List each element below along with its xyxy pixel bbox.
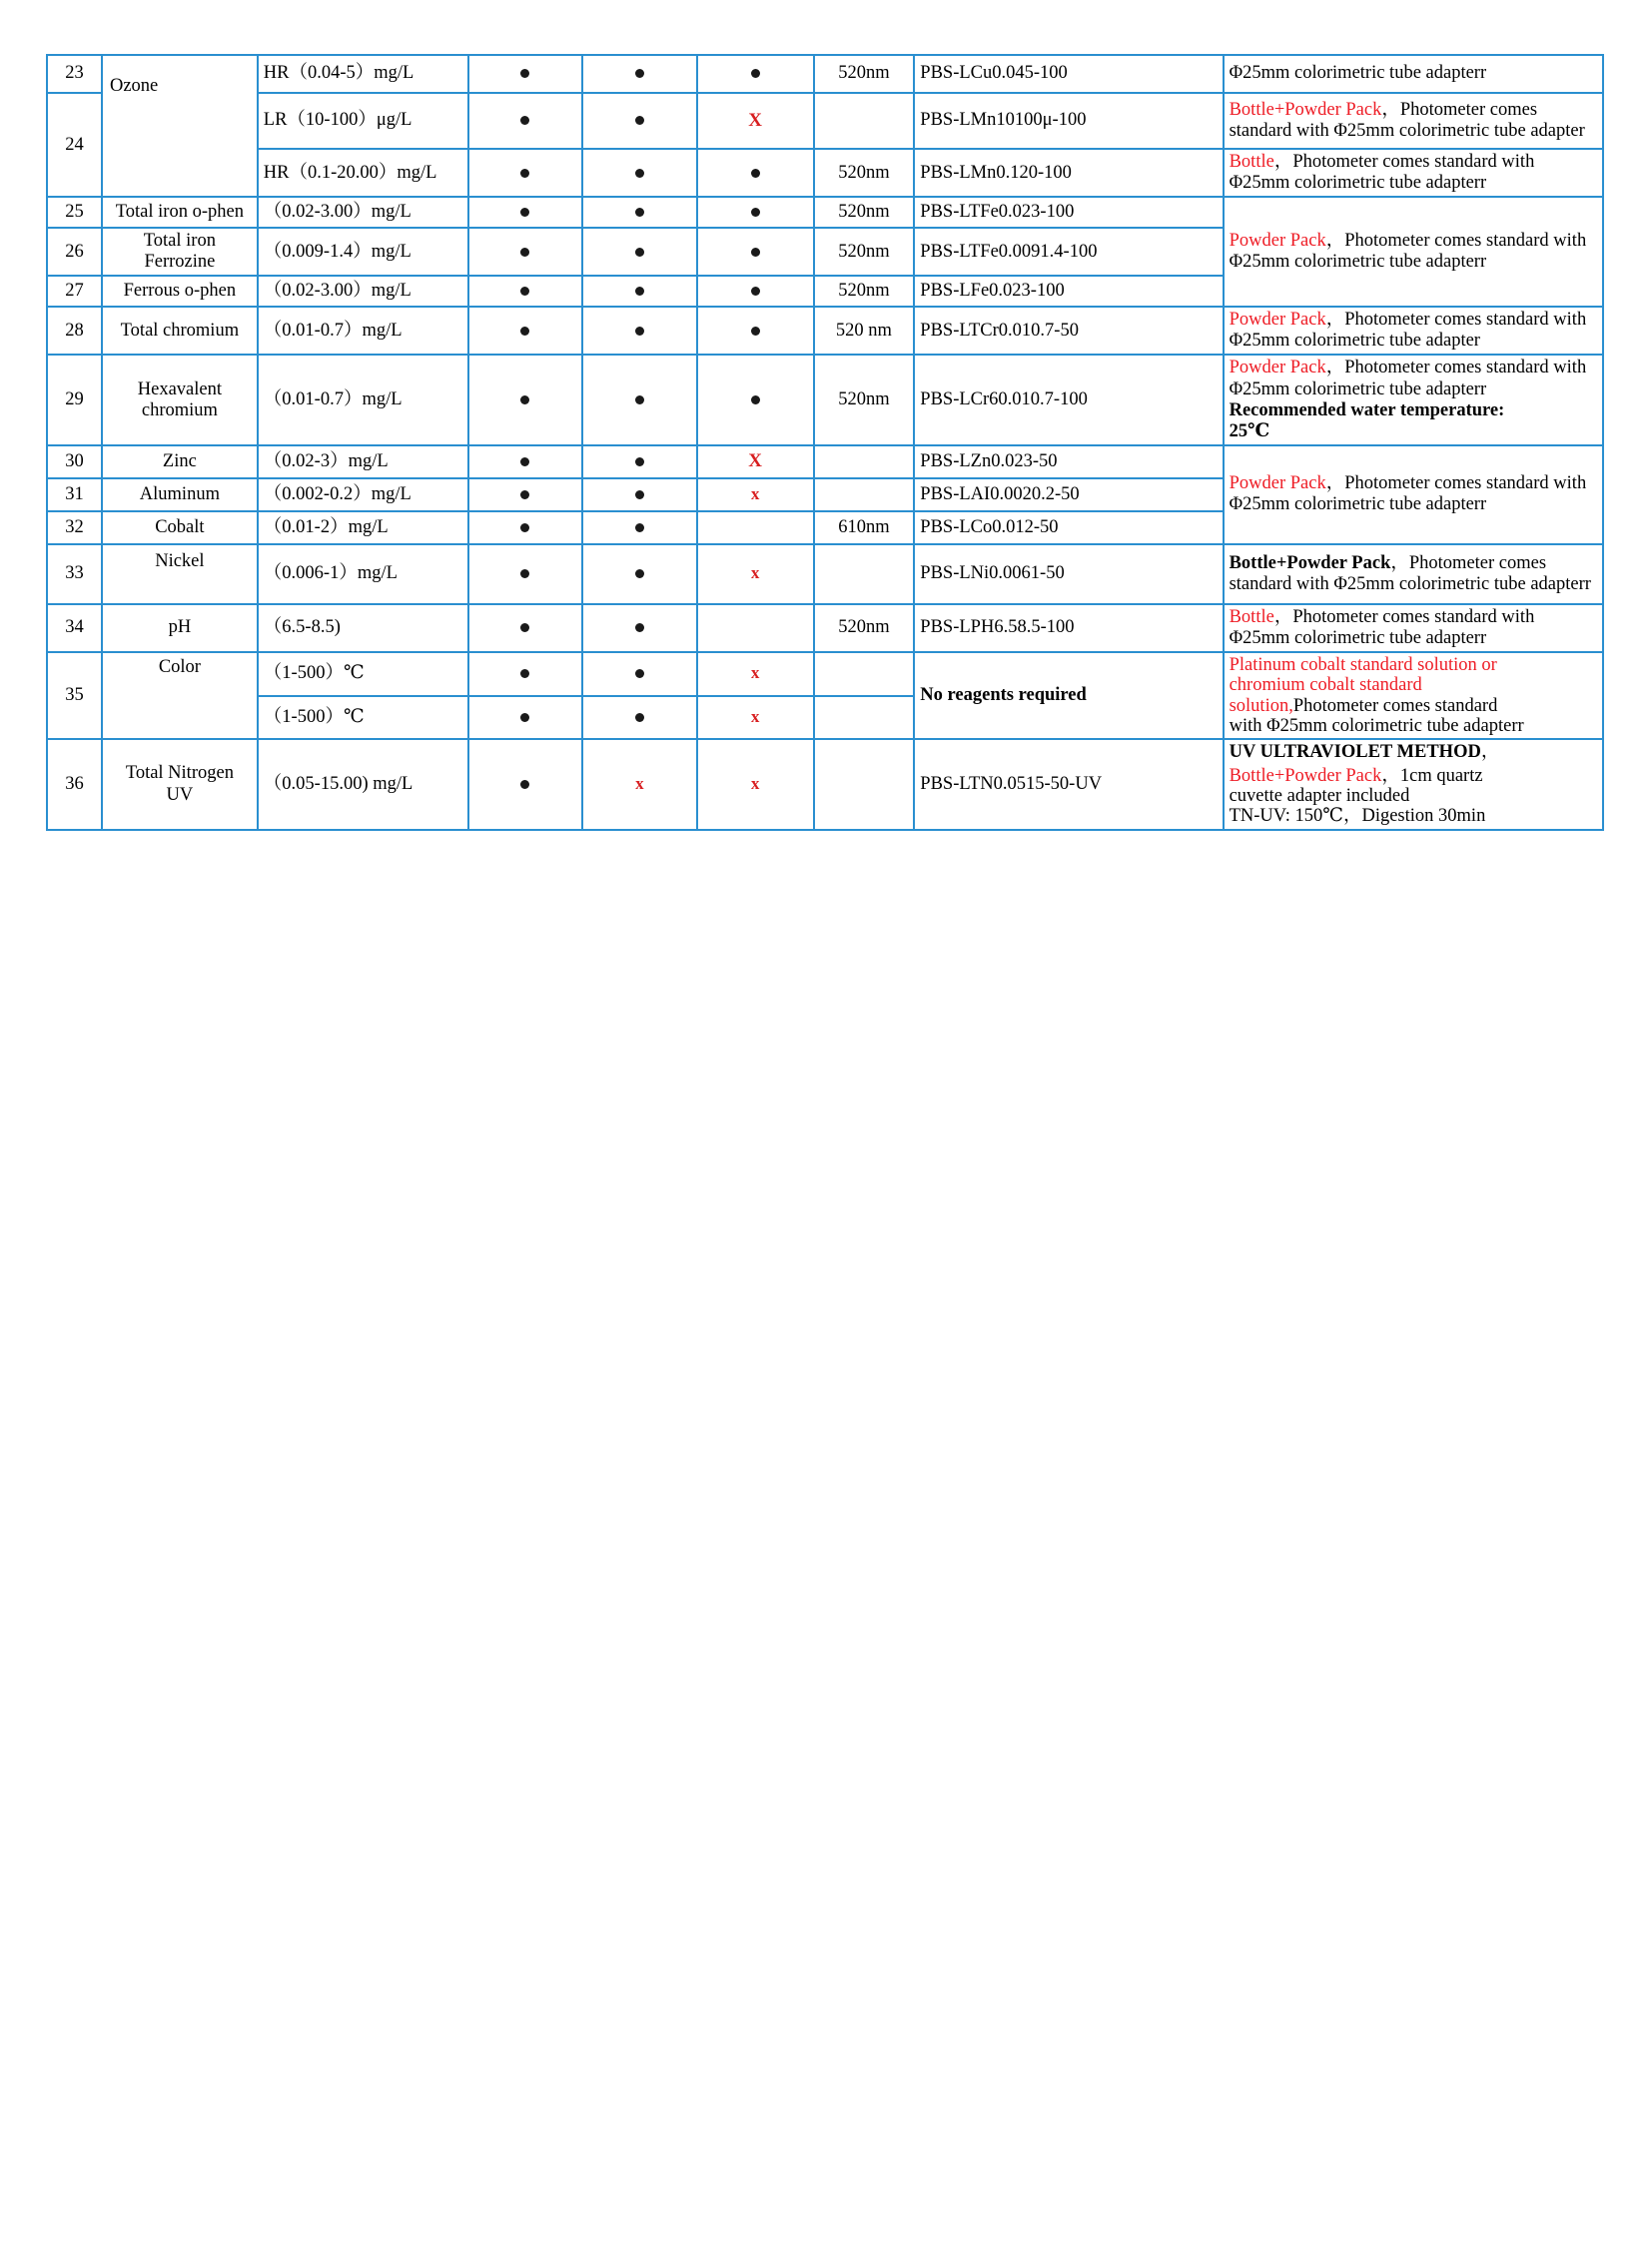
wavelength [814,739,915,829]
dot-icon [635,490,644,499]
dot-icon [520,395,529,404]
dot-icon [520,116,529,125]
dot-icon [635,116,644,125]
reagent-code: PBS-LNi0.0061-50 [914,544,1223,604]
dot-icon [520,713,529,722]
remarks-metals-group [1224,445,1603,544]
table-row [47,652,1603,696]
parameter-line-1: Hexavalent [137,378,222,399]
parameter-name: Total iron o-phen [102,197,258,228]
method-3-mark [697,355,814,444]
method-2-mark [582,228,697,276]
dot-icon [635,327,644,336]
remarks-text: ，Photometer comes standard with Φ25mm colorimetric tube adapterr [1229,231,1587,273]
dot-icon [751,208,760,217]
row-number: 29 [47,355,102,444]
wavelength [814,478,915,511]
method-1-mark [468,276,583,307]
measuring-range: HR（0.1-20.00）mg/L [258,149,468,197]
wavelength: 520nm [814,55,915,93]
remarks-highlight: Powder Pack [1229,310,1326,331]
reagent-code: PBS-LPH6.58.5-100 [914,604,1223,652]
dot-icon [635,523,644,532]
table-row [47,197,1603,228]
parameter-name [102,739,258,829]
dot-icon [520,490,529,499]
wavelength [814,544,915,604]
remarks-text-3: TN-UV: 150℃，Digestion 30min [1229,806,1486,827]
reagent-code: PBS-LTFe0.0091.4-100 [914,228,1223,276]
remarks [1224,604,1603,652]
method-3-mark [697,511,814,544]
method-3-mark [697,228,814,276]
measuring-range: （0.002-0.2）mg/L [258,478,468,511]
row-number: 35 [47,652,102,739]
method-1-mark [468,478,583,511]
measuring-range: （1-500）℃ [258,696,468,740]
wavelength: 520nm [814,228,915,276]
method-3-mark [697,652,814,696]
table-row [47,544,1603,604]
wavelength [814,93,915,149]
dot-icon [635,457,644,466]
dot-icon [520,569,529,578]
method-1-mark [468,307,583,355]
remarks-text: ，Photometer comes standard with Φ25mm colorimetric tube adapterr [1229,606,1535,648]
cross-icon: x [750,773,760,793]
wavelength: 520nm [814,149,915,197]
reagent-code: PBS-LCr60.010.7-100 [914,355,1223,444]
remarks-chromium-total [1224,307,1603,355]
method-2-mark [582,355,697,444]
dot-icon [751,69,760,78]
dot-icon [635,713,644,722]
row-number: 36 [47,739,102,829]
method-2-mark [582,307,697,355]
remarks-temp-line2: 25℃ [1229,420,1270,441]
measuring-range: HR（0.04-5）mg/L [258,55,468,93]
remarks [1224,93,1603,149]
method-3-mark [697,544,814,604]
method-3-mark [697,696,814,740]
table-row [47,149,1603,197]
wavelength: 610nm [814,511,915,544]
table-row [47,604,1603,652]
method-1-mark [468,228,583,276]
measuring-range: （1-500）℃ [258,652,468,696]
method-2-mark [582,739,697,829]
method-3-mark [697,276,814,307]
dot-icon [751,287,760,296]
remarks [1224,544,1603,604]
reagent-code: PBS-LZn0.023-50 [914,445,1223,478]
method-1-mark [468,652,583,696]
parameter-name: Total chromium [102,307,258,355]
parameter-name: Aluminum [102,478,258,511]
remarks-temp-line1: Recommended water temperature: [1229,399,1505,420]
remarks-text: Φ25mm colorimetric tube adapterr [1229,63,1487,84]
method-2-mark [582,197,697,228]
remarks-highlight: Bottle+Powder Pack [1229,99,1382,120]
remarks-text: ，Photometer comes standard with Φ25mm colorimetric tube adapterr [1229,358,1587,399]
remarks-text: ，Photometer comes standard with Φ25mm colorimetric tube adapter [1229,99,1585,141]
parameter-line-2: chromium [141,399,218,420]
remarks-text-line3: Photometer comes standard [1292,695,1498,716]
method-3-mark [697,93,814,149]
dot-icon [635,208,644,217]
dot-icon [520,523,529,532]
ozone-label: Ozone [109,76,159,96]
method-1-mark [468,445,583,478]
reagent-code: PBS-LAI0.0020.2-50 [914,478,1223,511]
parameter-line-1: Total Nitrogen [125,763,234,784]
method-3-mark [697,739,814,829]
method-1-mark [468,604,583,652]
parameter-name [102,355,258,444]
dot-icon [635,395,644,404]
dot-icon [520,208,529,217]
row-number: 34 [47,604,102,652]
wavelength: 520nm [814,276,915,307]
reagent-code: PBS-LTFe0.023-100 [914,197,1223,228]
dot-icon [635,623,644,632]
dot-icon [520,780,529,789]
remarks-chromium-hexavalent [1224,355,1603,444]
method-2-mark [582,445,697,478]
remarks-title-suffix: ， [1480,742,1500,763]
remarks-highlight: Bottle [1229,606,1274,627]
parameter-name: Cobalt [102,511,258,544]
parameter-name [102,228,258,276]
cross-icon: x [750,663,760,683]
remarks-method-title: UV ULTRAVIOLET METHOD [1229,742,1481,763]
method-2-mark [582,149,697,197]
remarks-highlight-line3: solution, [1229,695,1293,716]
dot-icon [635,287,644,296]
dot-icon [520,327,529,336]
remarks-text-2: cuvette adapter included [1229,786,1410,806]
table-row [47,445,1603,478]
measuring-range: （0.02-3.00）mg/L [258,197,468,228]
cross-icon: x [750,483,760,503]
method-1-mark [468,544,583,604]
wavelength: 520 nm [814,307,915,355]
remarks-text: ，Photometer comes standard with Φ25mm colorimetric tube adapterr [1229,473,1587,515]
row-number: 27 [47,276,102,307]
method-1-mark [468,739,583,829]
remarks-text: ，Photometer comes standard with Φ25mm colorimetric tube adapter [1229,310,1587,352]
method-1-mark [468,355,583,444]
dot-icon [520,623,529,632]
method-3-mark [697,307,814,355]
reagent-code: PBS-LCo0.012-50 [914,511,1223,544]
wavelength [814,696,915,740]
remarks-text: ，Photometer comes standard with Φ25mm colorimetric tube adapterr [1229,552,1591,594]
row-number: 33 [47,544,102,604]
method-2-mark [582,55,697,93]
measuring-range: （0.009-1.4）mg/L [258,228,468,276]
remarks-highlight: Powder Pack [1229,473,1326,494]
table-row [47,307,1603,355]
method-2-mark [582,511,697,544]
measuring-range: （0.01-2）mg/L [258,511,468,544]
dot-icon [520,248,529,257]
method-2-mark [582,652,697,696]
cross-icon: x [635,773,644,793]
method-3-mark [697,55,814,93]
remarks-text: ，Photometer comes standard with Φ25mm colorimetric tube adapterr [1229,152,1535,194]
measuring-range: （6.5-8.5) [258,604,468,652]
parameter-name: pH [102,604,258,652]
remarks-highlight: Powder Pack [1229,231,1326,252]
parameter-label: Color [158,656,201,677]
dot-icon [635,69,644,78]
reagent-code: PBS-LMn0.120-100 [914,149,1223,197]
method-2-mark [582,604,697,652]
remarks-color-group [1224,652,1603,739]
parameter-name-ozone [102,55,258,197]
method-2-mark [582,544,697,604]
method-1-mark [468,511,583,544]
remarks [1224,55,1603,93]
reagent-code: PBS-LTCr0.010.7-50 [914,307,1223,355]
reagent-code: PBS-LFe0.023-100 [914,276,1223,307]
measuring-range: （0.01-0.7）mg/L [258,355,468,444]
dot-icon [520,287,529,296]
table-row [47,93,1603,149]
parameter-name: Zinc [102,445,258,478]
remarks-highlight-line1: Platinum cobalt standard solution or [1229,654,1497,675]
measuring-range: LR（10-100）μg/L [258,93,468,149]
table-row [47,55,1603,93]
cross-icon: x [750,563,760,583]
measuring-range: （0.05-15.00) mg/L [258,739,468,829]
row-number: 32 [47,511,102,544]
dot-icon [520,169,529,178]
row-number: 31 [47,478,102,511]
dot-icon [635,248,644,257]
dot-icon [751,395,760,404]
remarks-highlight-line2: chromium cobalt standard [1229,675,1422,696]
parameter-label: Nickel [155,550,205,571]
dot-icon [520,669,529,678]
dot-icon [635,569,644,578]
method-1-mark [468,197,583,228]
remarks-highlight: Powder Pack [1229,358,1326,378]
method-3-mark [697,149,814,197]
reagent-code: PBS-LCu0.045-100 [914,55,1223,93]
reagent-code: PBS-LMn10100μ-100 [914,93,1223,149]
method-2-mark [582,93,697,149]
remarks-tn-uv [1224,739,1603,829]
measuring-range: （0.01-0.7）mg/L [258,307,468,355]
measuring-range: （0.02-3）mg/L [258,445,468,478]
reagent-code: PBS-LTN0.0515-50-UV [914,739,1223,829]
reagent-code-no-reagents: No reagents required [914,652,1223,739]
dot-icon [635,169,644,178]
remarks [1224,149,1603,197]
method-1-mark [468,149,583,197]
parameter-line-2: Ferrozine [144,252,216,273]
wavelength [814,652,915,696]
method-3-mark [697,604,814,652]
parameter-name [102,544,258,604]
row-number: 26 [47,228,102,276]
dot-icon [635,669,644,678]
method-3-mark [697,197,814,228]
method-2-mark [582,696,697,740]
row-number: 23 [47,55,102,93]
remarks-highlight: Bottle [1229,152,1274,172]
dot-icon [751,169,760,178]
row-number: 30 [47,445,102,478]
dot-icon [520,69,529,78]
table-row [47,739,1603,829]
dot-icon [751,248,760,257]
dot-icon [751,327,760,336]
cross-icon: X [748,450,762,472]
parameter-name [102,652,258,739]
remarks-highlight: Bottle+Powder Pack [1229,552,1391,573]
wavelength: 520nm [814,197,915,228]
wavelength: 520nm [814,355,915,444]
remarks-text-line4: with Φ25mm colorimetric tube adapterr [1229,715,1524,736]
measuring-range: （0.02-3.00）mg/L [258,276,468,307]
method-1-mark [468,696,583,740]
method-1-mark [468,55,583,93]
remarks-iron-group [1224,197,1603,307]
table-row [47,355,1603,444]
method-3-mark [697,445,814,478]
wavelength: 520nm [814,604,915,652]
method-3-mark [697,478,814,511]
row-number: 25 [47,197,102,228]
specification-table [46,54,1604,831]
method-2-mark [582,478,697,511]
method-2-mark [582,276,697,307]
parameter-line-2: UV [166,784,194,805]
cross-icon: x [750,706,760,726]
dot-icon [520,457,529,466]
method-1-mark [468,93,583,149]
remarks-text-1: ，1cm quartz [1381,765,1483,786]
row-number: 28 [47,307,102,355]
row-number: 24 [47,93,102,197]
wavelength [814,445,915,478]
measuring-range: （0.006-1）mg/L [258,544,468,604]
cross-icon: X [748,109,762,131]
parameter-line-1: Total iron [143,231,216,252]
parameter-name: Ferrous o-phen [102,276,258,307]
remarks-highlight: Bottle+Powder Pack [1229,765,1382,786]
